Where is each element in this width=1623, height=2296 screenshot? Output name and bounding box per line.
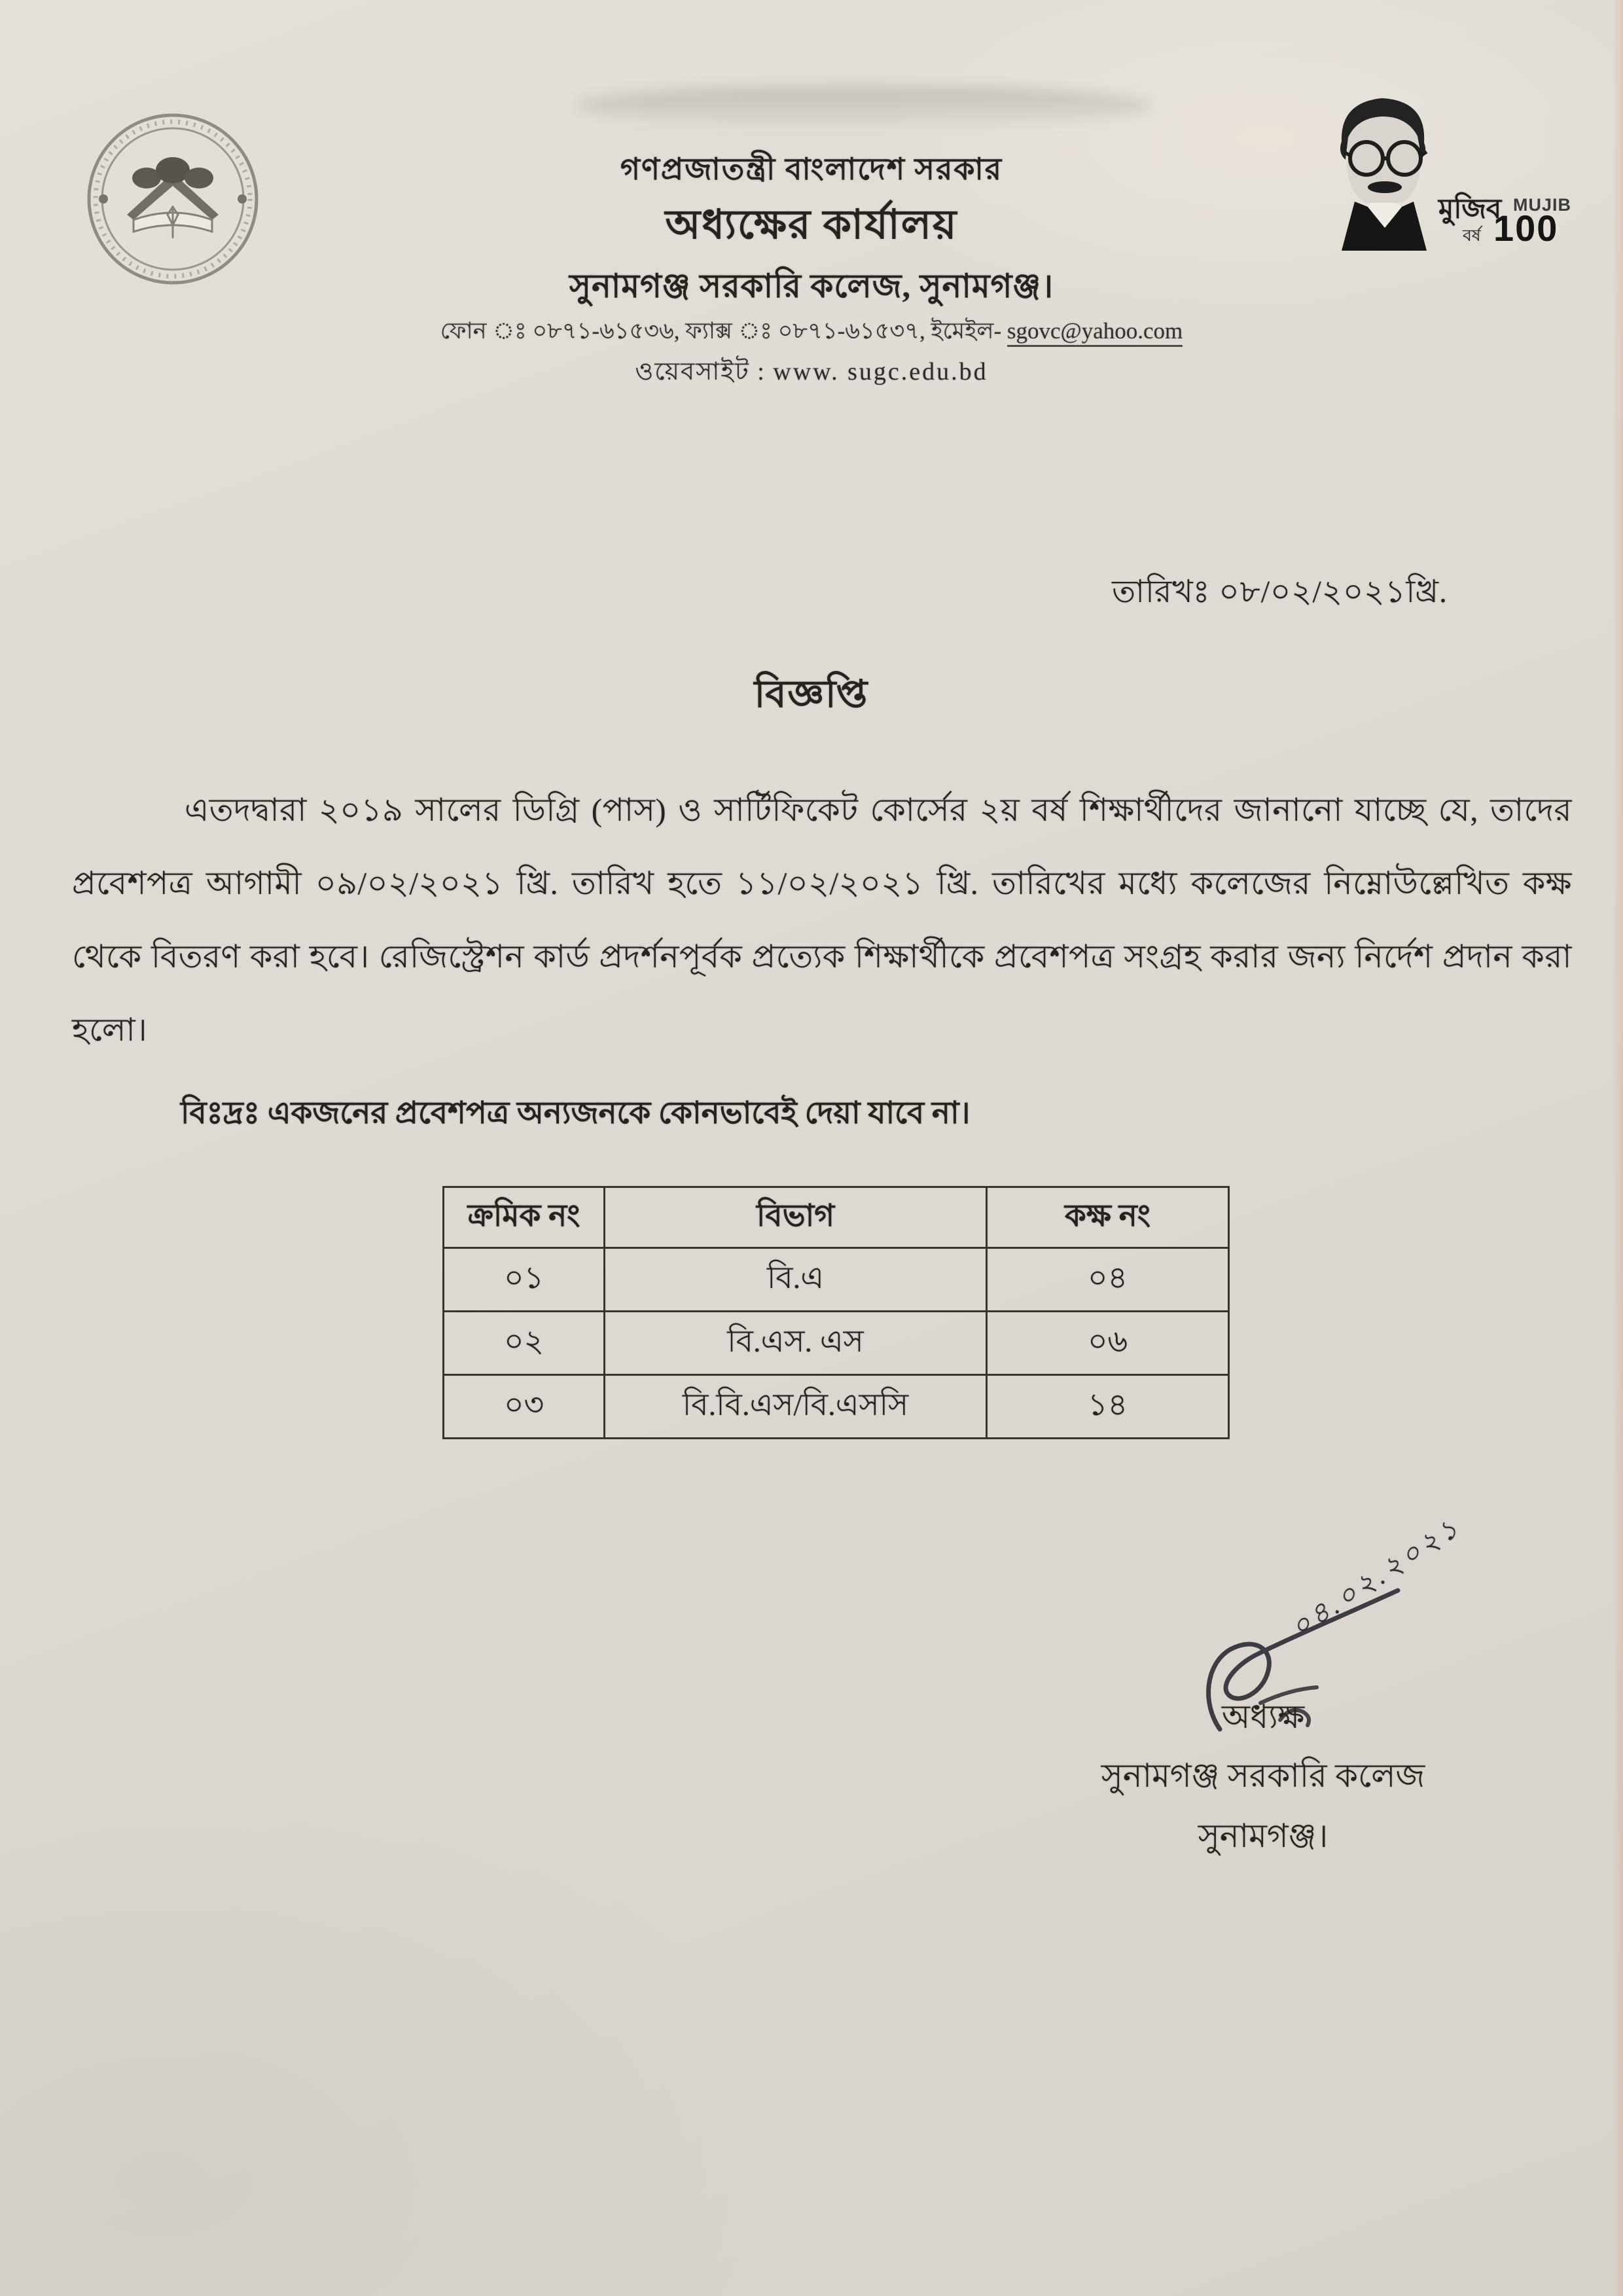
header-college: সুনামগঞ্জ সরকারি কলেজ, সুনামগঞ্জ।: [569, 268, 1054, 304]
signatory-organization: সুনামগঞ্জ সরকারি কলেজ: [1101, 1757, 1425, 1794]
website-url: www. sugc.edu.bd: [773, 358, 988, 386]
scan-smudge: [576, 86, 1152, 126]
header-email: sgovc@yahoo.com: [1007, 318, 1183, 347]
signatory-place: সুনামগঞ্জ।: [1198, 1818, 1329, 1854]
table-row: [444, 1312, 1229, 1375]
table-cell-department: বি.এস. এস: [605, 1312, 987, 1375]
room-allocation-table: [442, 1186, 1230, 1439]
notice-note: বিঃদ্রঃ একজনের প্রবেশপত্র অন্যজনকে কোনভাবেই দেয়া যাবে না।: [181, 1096, 971, 1130]
table-header-row: [444, 1187, 1229, 1248]
header-government: গণপ্রজাতন্ত্রী বাংলাদেশ সরকার: [620, 152, 1003, 186]
header-website-line: [0, 352, 1623, 394]
header-office: অধ্যক্ষের কার্যালয়: [665, 203, 958, 247]
notice-paragraph: এতদদ্বারা ২০১৯ সালের ডিগ্রি (পাস) ও সার্টিফিকেট কোর্সের ২য় বর্ষ শিক্ষার্থীদের জানানো যাচ্ছে যে, তাদের প্রবেশপত্র আগামী ০৯/০২/২০২১ খ্রি. তারিখ হতে ১১/০২/২০২১ খ্রি. তারিখের মধ্যে কলেজের নিম্নোউল্লেখিত কক্ষ থেকে বিতরণ করা হবে। রেজিস্ট্রেশন কার্ড প্রদর্শনপূর্বক প্রত্যেক শিক্ষার্থীকে প্রবেশপত্র সংগ্রহ করার জন্য নির্দেশ প্রদান করা হলো।: [72, 792, 1572, 1048]
mujib-portrait-icon: [1329, 90, 1436, 251]
date-line: তারিখঃ ০৮/০২/২০২১খ্রি.: [1112, 575, 1448, 609]
header-cell-serial: ক্রমিক নং: [444, 1187, 605, 1248]
table-cell-serial: ০১: [444, 1248, 605, 1312]
mujib-logo-name-en: MUJIB: [1513, 195, 1572, 215]
mujib-logo-year-bn: বর্ষ: [1463, 227, 1481, 245]
header-phone-fax: ফোন ঃ ০৮৭১-৬১৫৩৬, ফ্যাক্স ঃ ০৮৭১-৬১৫৩৭, ইমেইল-: [440, 318, 1007, 344]
table-cell-department: বি.এ: [605, 1248, 987, 1312]
header-cell-room: কক্ষ নং: [987, 1187, 1229, 1248]
table-row: [444, 1248, 1229, 1312]
table-cell-room: ০৬: [987, 1312, 1229, 1375]
table-cell-department: বি.বি.এস/বি.এসসি: [605, 1375, 987, 1439]
header-contact-line: [0, 313, 1623, 351]
table-cell-room: ০৪: [987, 1248, 1229, 1312]
table-cell-serial: ০৩: [444, 1375, 605, 1439]
mujib-logo-number: 100: [1493, 207, 1559, 249]
signatory-designation: অধ্যক্ষ: [1221, 1698, 1305, 1735]
table-row: [444, 1375, 1229, 1439]
header-cell-department: বিভাগ: [605, 1187, 987, 1248]
table-cell-room: ১৪: [987, 1375, 1229, 1439]
signature-handwritten-date: ০৪.০২.২০২১: [1286, 1511, 1467, 1644]
website-label: ওয়েবসাইট :: [635, 358, 774, 386]
table-cell-serial: ০২: [444, 1312, 605, 1375]
mujib100-logo: [1329, 90, 1603, 260]
notice-title: বিজ্ঞপ্তি: [754, 673, 869, 715]
mujib-logo-name-bn: মুজিব: [1438, 194, 1502, 224]
